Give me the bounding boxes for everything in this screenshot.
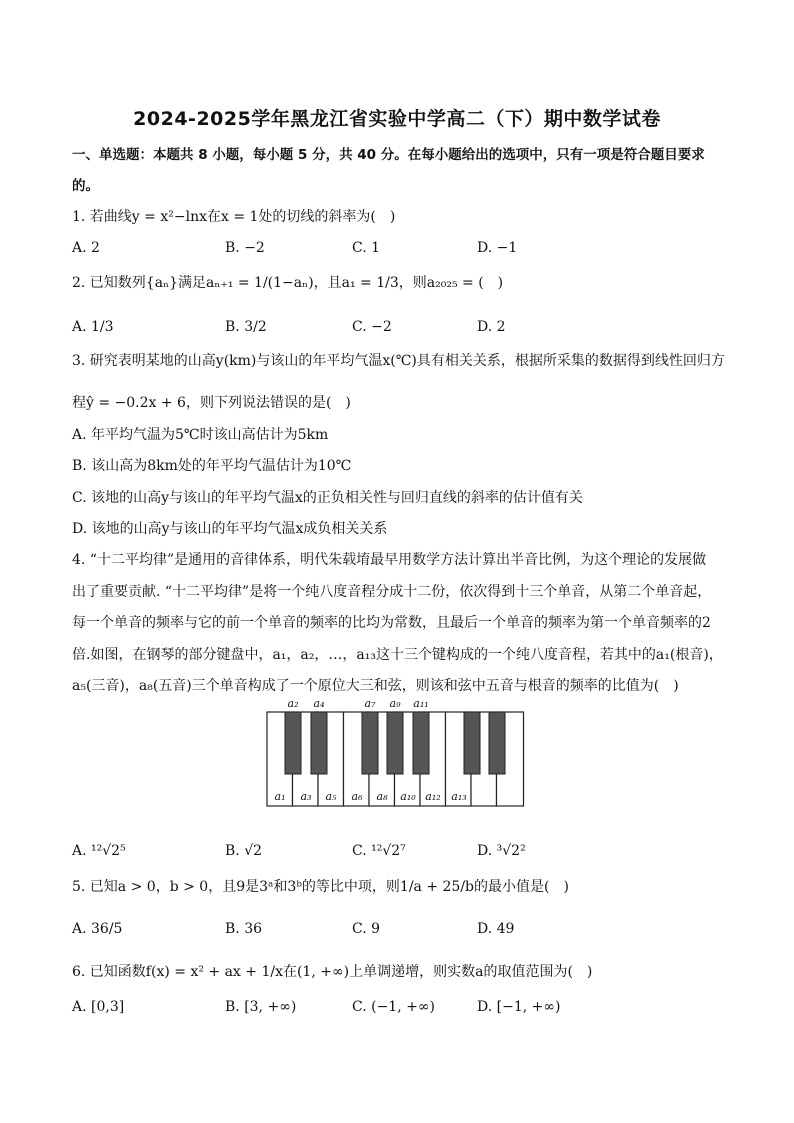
question-5-stem: 5. 已知a > 0，b > 0，且9是3ᵃ和3ᵇ的等比中项，则1/a + 25/b的最小值是( ) [72,879,569,895]
black-keys [285,712,505,774]
question-2-options [72,318,732,338]
black-key [489,712,505,774]
option-c: C. (−1, +∞) [352,999,435,1015]
question-3-choice-c: C. 该地的山高y与该山的年平均气温x的正负相关性与回归直线的斜率的估计值有关 [72,490,583,506]
question-5-options [72,920,732,940]
black-key [413,712,429,774]
option-d: D. −1 [477,240,518,256]
question-3-choice-a: A. 年平均气温为5℃时该山高估计为5km [72,427,329,443]
key-label: a₂ [287,697,299,710]
question-6-options [72,998,732,1018]
question-4-options [72,842,732,862]
black-key [387,712,403,774]
option-a: A. [0,3] [72,999,125,1015]
page-title: 2024-2025学年黑龙江省实验中学高二（下）期中数学试卷 [133,108,661,130]
question-1-options [72,239,732,259]
option-d: D. 2 [477,319,506,335]
option-b: B. −2 [225,240,265,256]
black-key-labels [288,697,429,710]
section-header: 一、单选题：本题共 8 小题，每小题 5 分，共 40 分。在每小题给出的选项中，只有一项是符合题目要求 [72,147,705,163]
key-label: a₃ [300,790,312,803]
question-2-stem: 2. 已知数列{aₙ}满足aₙ₊₁ = 1/(1−aₙ)，且a₁ = 1/3，则a₂₀₂₅ = ( ) [72,275,504,291]
option-c: C. ¹²√2⁷ [352,843,406,859]
section-header-cont: 的。 [72,178,99,194]
option-b: B. √2 [225,843,263,859]
black-key [362,712,378,774]
key-label: a₇ [364,697,376,710]
key-label: a₈ [376,790,388,803]
key-label: a₁₃ [451,790,467,803]
question-6-stem: 6. 已知函数f(x) = x² + ax + 1/x在(1, +∞)上单调递增，则实数a的取值范围为( ) [72,964,593,980]
question-3-choice-d: D. 该地的山高y与该山的年平均气温x成负相关关系 [72,521,388,537]
key-label: a₁ [274,790,286,803]
black-key [464,712,480,774]
question-1-stem: 1. 若曲线y = x²−lnx在x = 1处的切线的斜率为( ) [72,209,396,225]
question-3-stem-cont: 程ŷ = −0.2x + 6，则下列说法错误的是( ) [72,395,351,411]
option-b: B. 36 [225,921,263,937]
question-3-choice-b: B. 该山高为8km处的年平均气温估计为10℃ [72,458,352,474]
key-label: a₉ [389,697,401,710]
option-a: A. ¹²√2⁵ [72,843,126,859]
key-label: a₁₂ [425,790,441,803]
option-c: C. −2 [352,319,392,335]
option-a: A. 36/5 [72,921,123,937]
piano-keyboard-figure [266,694,528,808]
key-label: a₆ [351,790,363,803]
option-b: B. [3, +∞) [225,999,297,1015]
black-key [311,712,327,774]
option-c: C. 1 [352,240,381,256]
question-3-stem: 3. 研究表明某地的山高y(km)与该山的年平均气温x(℃)具有相关关系，根据所采集的数据得到线性回归方 [72,353,725,369]
question-4-stem-cont: 倍.如图，在钢琴的部分键盘中，a₁，a₂，…，a₁₃这十三个键构成的一个纯八度音程，若其中的a₁(根音)， [72,647,723,663]
question-4-stem-cont: a₅(三音)，a₈(五音)三个单音构成了一个原位大三和弦，则该和弦中五音与根音的频率的比值为( ) [72,678,679,694]
option-a: A. 1/3 [72,319,114,335]
key-label: a₄ [313,697,325,710]
key-label: a₅ [325,790,337,803]
option-d: D. 49 [477,921,515,937]
question-4-stem: 4. “十二平均律”是通用的音律体系，明代朱载堉最早用数学方法计算出半音比例，为这个理论的发展做 [72,552,707,568]
question-4-stem-cont: 每一个单音的频率与它的前一个单音的频率的比均为常数，且最后一个单音的频率为第一个单音频率的2 [72,615,711,631]
key-label: a₁₀ [400,790,416,803]
option-b: B. 3/2 [225,319,267,335]
black-key [285,712,301,774]
option-d: D. ³√2² [477,843,526,859]
option-c: C. 9 [352,921,381,937]
option-d: D. [−1, +∞) [477,999,561,1015]
option-a: A. 2 [72,240,100,256]
key-label: a₁₁ [413,697,429,710]
question-4-stem-cont: 出了重要贡献. “十二平均律”是将一个纯八度音程分成十二份，依次得到十三个单音，从第二个单音起， [72,584,712,600]
